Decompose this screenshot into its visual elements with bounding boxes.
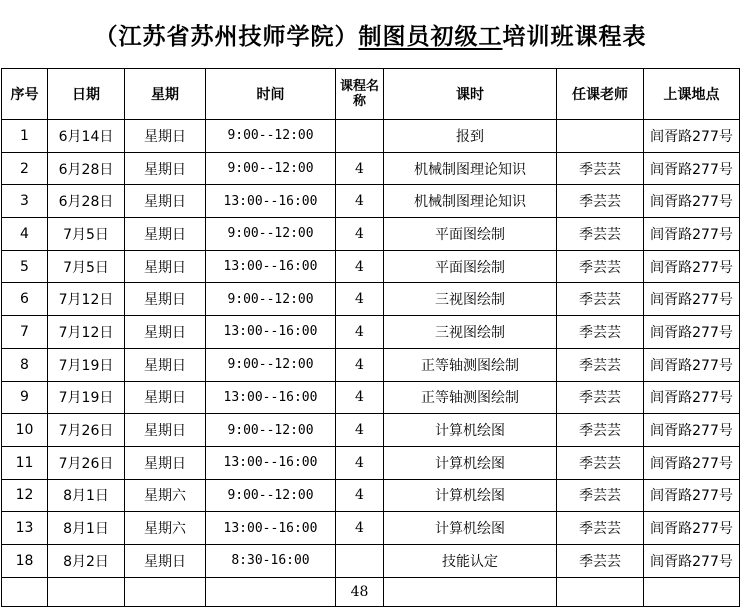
table-row [2,381,740,414]
cell-course: 机械制图理论知识 [384,152,557,185]
cell-weekday: 星期六 [125,512,206,545]
cell-teacher: 季芸芸 [557,185,644,218]
cell-no: 12 [2,479,48,512]
cell-teacher: 季芸芸 [557,414,644,447]
table-row [2,185,740,218]
cell-no: 6 [2,283,48,316]
total-row [2,577,740,606]
table-row [2,414,740,447]
total-cell-time [206,577,336,606]
cell-weekday: 星期六 [125,479,206,512]
cell-time: 13:00--16:00 [206,250,336,283]
cell-teacher: 季芸芸 [557,446,644,479]
cell-teacher: 季芸芸 [557,250,644,283]
title-suffix: 培训班课程表 [502,22,647,50]
cell-time: 9:00--12:00 [206,152,336,185]
cell-weekday: 星期日 [125,120,206,153]
cell-hours: 4 [336,414,384,447]
table-row [2,479,740,512]
cell-location: 闾胥路277号 [644,185,740,218]
cell-weekday: 星期日 [125,381,206,414]
cell-time: 9:00--12:00 [206,348,336,381]
cell-no: 8 [2,348,48,381]
cell-teacher: 季芸芸 [557,544,644,577]
cell-date: 7月5日 [48,250,125,283]
cell-weekday: 星期日 [125,218,206,251]
cell-teacher: 季芸芸 [557,479,644,512]
cell-teacher: 季芸芸 [557,283,644,316]
cell-teacher: 季芸芸 [557,512,644,545]
cell-location: 闾胥路277号 [644,446,740,479]
total-hours: 48 [336,577,384,606]
cell-no: 2 [2,152,48,185]
cell-weekday: 星期日 [125,152,206,185]
table-row [2,120,740,153]
header-course: 课时 [384,69,557,120]
cell-hours: 4 [336,185,384,218]
cell-location: 闾胥路277号 [644,479,740,512]
cell-date: 7月19日 [48,381,125,414]
cell-teacher: 季芸芸 [557,381,644,414]
cell-location: 闾胥路277号 [644,120,740,153]
title-course-name: 制图员初级工 [358,22,503,50]
page-title [0,0,741,68]
header-weekday: 星期 [125,69,206,120]
table-row [2,544,740,577]
cell-weekday: 星期日 [125,544,206,577]
cell-location: 闾胥路277号 [644,381,740,414]
cell-hours [336,544,384,577]
cell-course: 计算机绘图 [384,446,557,479]
cell-location: 闾胥路277号 [644,316,740,349]
cell-date: 6月28日 [48,185,125,218]
cell-date: 8月1日 [48,479,125,512]
cell-weekday: 星期日 [125,250,206,283]
cell-teacher: 季芸芸 [557,218,644,251]
cell-date: 7月5日 [48,218,125,251]
cell-hours: 4 [336,152,384,185]
total-cell-location [644,577,740,606]
cell-weekday: 星期日 [125,185,206,218]
cell-no: 10 [2,414,48,447]
cell-hours: 4 [336,283,384,316]
header-row [2,69,740,120]
cell-hours: 4 [336,381,384,414]
cell-date: 6月14日 [48,120,125,153]
title-prefix: （江苏省苏州技师学院） [94,22,359,50]
cell-course: 正等轴测图绘制 [384,381,557,414]
total-cell-course [384,577,557,606]
cell-weekday: 星期日 [125,316,206,349]
cell-hours: 4 [336,512,384,545]
total-cell-no [2,577,48,606]
table-row [2,283,740,316]
cell-date: 6月28日 [48,152,125,185]
header-date: 日期 [48,69,125,120]
header-no: 序号 [2,69,48,120]
table-row [2,152,740,185]
cell-date: 8月2日 [48,544,125,577]
cell-time: 9:00--12:00 [206,414,336,447]
header-time: 时间 [206,69,336,120]
cell-time: 8:30-16:00 [206,544,336,577]
cell-weekday: 星期日 [125,283,206,316]
cell-course: 三视图绘制 [384,283,557,316]
table-row [2,316,740,349]
cell-no: 3 [2,185,48,218]
cell-hours: 4 [336,479,384,512]
cell-hours: 4 [336,348,384,381]
cell-location: 闾胥路277号 [644,512,740,545]
cell-no: 1 [2,120,48,153]
cell-date: 8月1日 [48,512,125,545]
cell-time: 9:00--12:00 [206,283,336,316]
cell-course: 平面图绘制 [384,250,557,283]
cell-hours: 4 [336,250,384,283]
cell-course: 正等轴测图绘制 [384,348,557,381]
cell-course: 计算机绘图 [384,479,557,512]
cell-weekday: 星期日 [125,414,206,447]
cell-no: 9 [2,381,48,414]
cell-location: 闾胥路277号 [644,283,740,316]
cell-time: 13:00--16:00 [206,381,336,414]
table-row [2,348,740,381]
cell-location: 闾胥路277号 [644,414,740,447]
total-cell-weekday [125,577,206,606]
cell-hours [336,120,384,153]
cell-time: 13:00--16:00 [206,512,336,545]
cell-date: 7月26日 [48,446,125,479]
cell-hours: 4 [336,218,384,251]
total-cell-teacher [557,577,644,606]
cell-course: 计算机绘图 [384,414,557,447]
table-row [2,512,740,545]
header-location: 上课地点 [644,69,740,120]
cell-location: 闾胥路277号 [644,250,740,283]
cell-course: 技能认定 [384,544,557,577]
cell-course: 三视图绘制 [384,316,557,349]
cell-date: 7月12日 [48,316,125,349]
cell-no: 5 [2,250,48,283]
cell-teacher: 季芸芸 [557,348,644,381]
cell-time: 13:00--16:00 [206,185,336,218]
cell-weekday: 星期日 [125,446,206,479]
schedule-table [1,68,740,607]
total-cell-date [48,577,125,606]
cell-weekday: 星期日 [125,348,206,381]
cell-time: 9:00--12:00 [206,479,336,512]
cell-hours: 4 [336,446,384,479]
cell-location: 闾胥路277号 [644,544,740,577]
cell-location: 闾胥路277号 [644,348,740,381]
cell-time: 13:00--16:00 [206,316,336,349]
cell-course: 报到 [384,120,557,153]
cell-no: 11 [2,446,48,479]
cell-teacher: 季芸芸 [557,152,644,185]
cell-date: 7月26日 [48,414,125,447]
cell-course: 平面图绘制 [384,218,557,251]
cell-time: 13:00--16:00 [206,446,336,479]
header-teacher: 任课老师 [557,69,644,120]
cell-time: 9:00--12:00 [206,218,336,251]
cell-no: 18 [2,544,48,577]
cell-location: 闾胥路277号 [644,152,740,185]
cell-no: 7 [2,316,48,349]
cell-course: 机械制图理论知识 [384,185,557,218]
cell-time: 9:00--12:00 [206,120,336,153]
table-row [2,218,740,251]
cell-location: 闾胥路277号 [644,218,740,251]
schedule-rows [2,120,740,578]
cell-hours: 4 [336,316,384,349]
cell-teacher: 季芸芸 [557,316,644,349]
cell-date: 7月19日 [48,348,125,381]
table-row [2,250,740,283]
cell-teacher [557,120,644,153]
cell-no: 13 [2,512,48,545]
cell-date: 7月12日 [48,283,125,316]
cell-no: 4 [2,218,48,251]
cell-course: 计算机绘图 [384,512,557,545]
table-row [2,446,740,479]
header-hours: 课程名称 [336,69,384,120]
